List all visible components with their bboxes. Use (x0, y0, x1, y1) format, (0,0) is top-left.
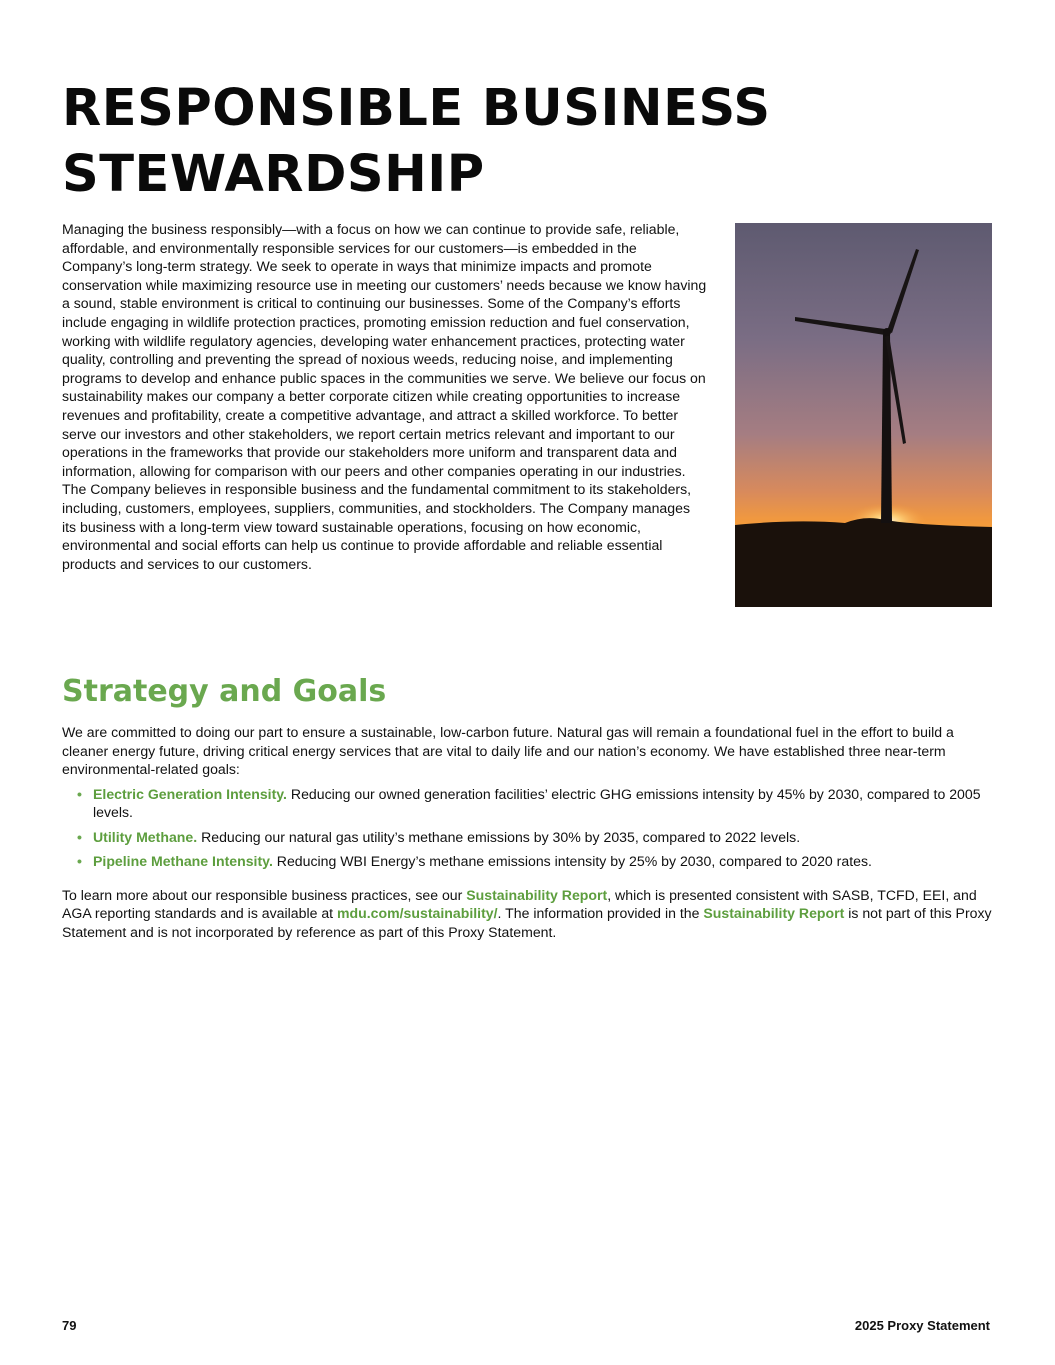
page-title-line-2: STEWARDSHIP (62, 145, 485, 204)
strategy-lead: We are committed to doing our part to ensure a sustainable, low-carbon future. Natural gas will remain a foundational fuel in the effort to build a cleaner energy future, driving critical energy services that are vital to daily life and our nation’s economy. We have established three near-term environmental-related goals: (62, 724, 954, 777)
closing-text-1: To learn more about our responsible business practices, see our (62, 886, 467, 903)
bullet-icon: • (77, 785, 82, 802)
document-title: 2025 Proxy Statement (854, 1318, 990, 1333)
strategy-heading: Strategy and Goals (62, 674, 387, 709)
page-title (62, 76, 962, 208)
sustainability-report-link[interactable]: Sustainability Report (466, 886, 608, 903)
page-number: 79 (62, 1318, 77, 1333)
goal-item-pipeline-methane (77, 852, 997, 871)
bullet-icon: • (77, 853, 82, 869)
goal-text: Reducing WBI Energy’s methane emissions intensity by 25% by 2030, compared to 2020 rates. (272, 853, 872, 869)
wind-turbine-sunset-photo (735, 223, 992, 607)
closing-text-2: , which is presented consistent with SASB, TCFD, EEI, and AGA reporting standards and is available at (62, 886, 977, 921)
page-title-line-1: RESPONSIBLE BUSINESS (62, 79, 771, 138)
intro-paragraph: Managing the business responsibly—with a focus on how we can continue to provide safe, reliable, affordable, and environmentally responsible services for our customers—is embedded in the Company’s long-term strategy. We seek to operate in ways that minimize impacts and promote conservation while maximizing resource use in meeting our customers’ needs because we know having a sound, stable environment is critical to continuing our businesses. Some of the Company’s efforts include engaging in wildlife protection practices, promoting emission reduction and fuel conservation, working with wildlife regulatory agencies, developing water enhancement practices, protecting water quality, controlling and preventing the spread of noxious weeds, reducing noise, and implementing programs to develop and enhance public spaces in the communities we serve. We believe our focus on sustainability makes our company a better corporate citizen while creating opportunities to increase revenues and profitability, create a competitive advantage, and attract a skilled workforce. To better serve our investors and other stakeholders, we report certain metrics relevant and important to our operations in the frameworks that provide our stakeholders more uniform and transparent data and information, allowing for comparison with our peers and other companies operating in our industries. The Company believes in responsible business and the fundamental commitment to its stakeholders, including, customers, employees, suppliers, communities, and stockholders. The Company manages its business with a long-term view toward sustainable operations, focusing on how economic, environmental and social efforts can help us continue to provide affordable and reliable essential products and services to our customers. (62, 221, 707, 572)
goal-label: Pipeline Methane Intensity. (93, 853, 273, 869)
goal-text: Reducing our owned generation facilities’ electric GHG emissions intensity by 45% by 2030, compared to 2005 levels. (93, 785, 981, 820)
goal-item-electric (77, 785, 997, 822)
sustainability-url-link[interactable]: mdu.com/sustainability/ (337, 905, 498, 921)
goal-label: Utility Methane. (93, 828, 198, 845)
goal-label: Electric Generation Intensity. (93, 785, 287, 802)
goals-list (62, 785, 997, 871)
bullet-icon: • (77, 828, 82, 845)
closing-text-4: is not part of this Proxy Statement and is not incorporated by reference as part of this Proxy Statement. (62, 905, 992, 940)
strategy-section (62, 723, 997, 941)
closing-text-3: . The information provided in the (497, 905, 704, 921)
goal-item-utility-methane (77, 828, 997, 847)
sustainability-report-link-2[interactable]: Sustainability Report (703, 905, 845, 921)
closing-paragraph (62, 886, 997, 942)
goal-text: Reducing our natural gas utility’s methane emissions by 30% by 2035, compared to 2022 levels. (197, 828, 801, 845)
